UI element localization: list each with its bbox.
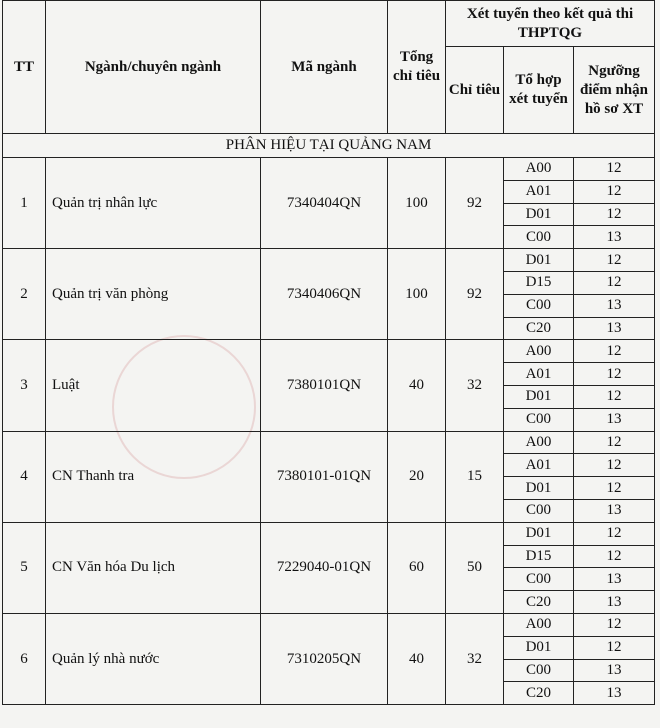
- cell-total: 100: [388, 249, 446, 340]
- cell-combo: A01: [504, 454, 574, 477]
- cell-combo: A01: [504, 363, 574, 386]
- cell-combo: D15: [504, 271, 574, 294]
- cell-major: Quản trị nhân lực: [46, 158, 261, 249]
- cell-score: 12: [574, 454, 655, 477]
- cell-score: 12: [574, 613, 655, 636]
- cell-score: 12: [574, 249, 655, 272]
- cell-major: Luật: [46, 340, 261, 431]
- cell-score: 12: [574, 158, 655, 181]
- cell-score: 12: [574, 522, 655, 545]
- header-threshold: Ngưỡng điểm nhận hồ sơ XT: [574, 47, 655, 134]
- cell-score: 13: [574, 659, 655, 682]
- cell-combo: D15: [504, 545, 574, 568]
- cell-combo: A00: [504, 158, 574, 181]
- table-row: [3, 613, 655, 636]
- table-row: [3, 522, 655, 545]
- header-combos: Tổ hợp xét tuyển: [504, 47, 574, 134]
- header-total: Tổng chỉ tiêu: [388, 1, 446, 134]
- cell-score: 13: [574, 568, 655, 591]
- cell-combo: A00: [504, 613, 574, 636]
- cell-combo: D01: [504, 477, 574, 500]
- cell-quota: 32: [446, 613, 504, 704]
- table-row: [3, 340, 655, 363]
- cell-tt: 1: [3, 158, 46, 249]
- table-row: [3, 249, 655, 272]
- cell-combo: C00: [504, 568, 574, 591]
- cell-score: 13: [574, 591, 655, 614]
- cell-score: 13: [574, 294, 655, 317]
- cell-combo: C20: [504, 682, 574, 705]
- cell-major: CN Thanh tra: [46, 431, 261, 522]
- cell-score: 13: [574, 226, 655, 249]
- cell-combo: C20: [504, 317, 574, 340]
- header-quota: Chỉ tiêu: [446, 47, 504, 134]
- cell-quota: 32: [446, 340, 504, 431]
- table-body: [3, 134, 655, 705]
- cell-combo: D01: [504, 203, 574, 226]
- cell-code: 7310205QN: [261, 613, 388, 704]
- cell-code: 7340404QN: [261, 158, 388, 249]
- cell-total: 40: [388, 340, 446, 431]
- cell-score: 13: [574, 317, 655, 340]
- cell-combo: D01: [504, 636, 574, 659]
- cell-score: 12: [574, 340, 655, 363]
- cell-combo: A01: [504, 180, 574, 203]
- cell-tt: 6: [3, 613, 46, 704]
- cell-score: 13: [574, 682, 655, 705]
- cell-total: 20: [388, 431, 446, 522]
- cell-score: 12: [574, 385, 655, 408]
- cell-total: 60: [388, 522, 446, 613]
- cell-combo: C00: [504, 499, 574, 522]
- cell-score: 12: [574, 431, 655, 454]
- cell-combo: C00: [504, 659, 574, 682]
- cell-quota: 92: [446, 158, 504, 249]
- cell-quota: 50: [446, 522, 504, 613]
- cell-combo: D01: [504, 249, 574, 272]
- cell-combo: C00: [504, 294, 574, 317]
- cell-major: Quản lý nhà nước: [46, 613, 261, 704]
- cell-score: 12: [574, 271, 655, 294]
- cell-code: 7380101QN: [261, 340, 388, 431]
- cell-tt: 5: [3, 522, 46, 613]
- cell-quota: 92: [446, 249, 504, 340]
- cell-score: 12: [574, 477, 655, 500]
- cell-score: 12: [574, 363, 655, 386]
- table-row: [3, 158, 655, 181]
- cell-total: 100: [388, 158, 446, 249]
- cell-tt: 2: [3, 249, 46, 340]
- cell-major: CN Văn hóa Du lịch: [46, 522, 261, 613]
- table-header: [3, 1, 655, 134]
- cell-combo: D01: [504, 385, 574, 408]
- cell-combo: C20: [504, 591, 574, 614]
- cell-combo: D01: [504, 522, 574, 545]
- cell-score: 13: [574, 408, 655, 431]
- cell-major: Quản trị văn phòng: [46, 249, 261, 340]
- cell-score: 13: [574, 499, 655, 522]
- cell-quota: 15: [446, 431, 504, 522]
- cell-score: 12: [574, 180, 655, 203]
- header-code: Mã ngành: [261, 1, 388, 134]
- header-major: Ngành/chuyên ngành: [46, 1, 261, 134]
- cell-tt: 3: [3, 340, 46, 431]
- cell-combo: C00: [504, 226, 574, 249]
- cell-score: 12: [574, 636, 655, 659]
- cell-combo: A00: [504, 340, 574, 363]
- cell-combo: A00: [504, 431, 574, 454]
- table-row: [3, 431, 655, 454]
- cell-code: 7380101-01QN: [261, 431, 388, 522]
- section-title: PHÂN HIỆU TẠI QUẢNG NAM: [3, 134, 655, 158]
- admission-table: [2, 0, 655, 705]
- header-exam-group: Xét tuyển theo kết quả thi THPTQG: [446, 1, 655, 47]
- cell-code: 7229040-01QN: [261, 522, 388, 613]
- header-tt: TT: [3, 1, 46, 134]
- cell-score: 12: [574, 545, 655, 568]
- cell-total: 40: [388, 613, 446, 704]
- cell-score: 12: [574, 203, 655, 226]
- cell-tt: 4: [3, 431, 46, 522]
- cell-combo: C00: [504, 408, 574, 431]
- cell-code: 7340406QN: [261, 249, 388, 340]
